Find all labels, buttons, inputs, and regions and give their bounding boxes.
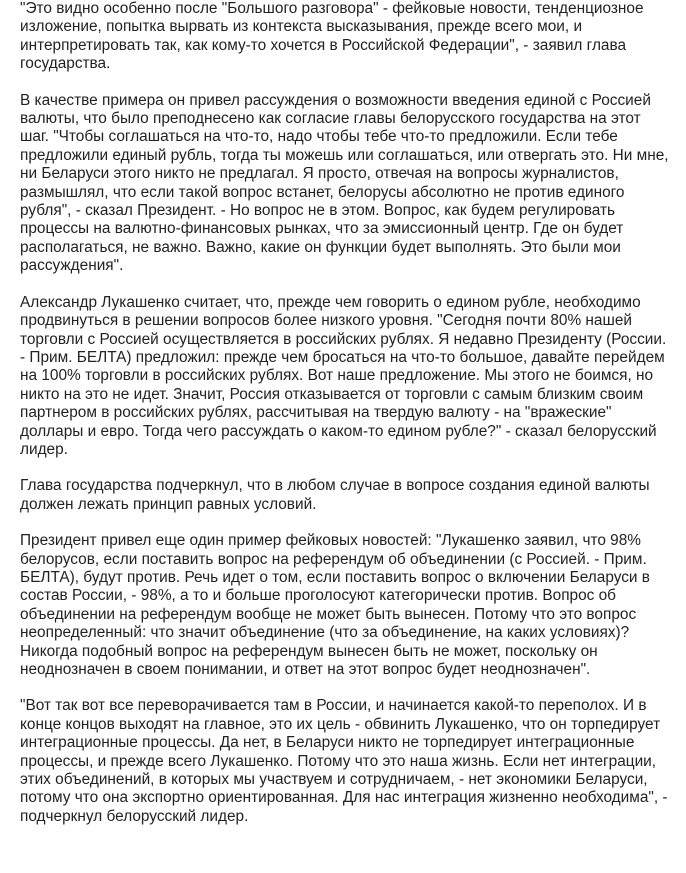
article-paragraph-5: Президент привел еще один пример фейковых новостей: "Лукашенко заявил, что 98% белорусов, если поставить вопрос на референдум об объединении (с Россией. - Прим. БЕЛТА), будут против. Речь идет о том, если поставить вопрос о включении Беларуси в состав России, - 98%, а то и больше проголосуют категорически против. Вопрос об объединении на референдум вообще не может быть вынесен. Потому что это вопрос неопределенный: что значит объединение (что за объединение, на каких условиях)? Никогда подобный вопрос на референдум вынесен быть не может, поскольку он неоднозначен в своем понимании, и ответ на этот вопрос будет неоднозначен". <box>20 532 650 678</box>
article-paragraph-4: Глава государства подчеркнул, что в любом случае в вопросе создания единой валюты должен лежать принцип равных условий. <box>20 477 650 513</box>
article-paragraph-1: "Это видно особенно после "Большого разговора" - фейковые новости, тенденциозное изложение, попытка вырвать из контекста высказывания, прежде всего мои, и интерпретировать так, как кому-то хочется в Российской Федерации", - заявил глава государства. <box>20 0 644 73</box>
article-paragraph-6: "Вот так вот все переворачивается там в России, и начинается какой-то переполох. И в конце концов выходят на главное, это их цель - обвинить Лукашенко, что он торпедирует интеграционные процессы. Да нет, в Беларуси никто не торпедирует интеграционные процессы, и прежде всего Лукашенко. Потому что это наша жизнь. Если нет интеграции, этих объединений, в которых мы участвуем и сотрудничаем, - нет экономики Беларуси, потому что она экспортно ориентированная. Для нас интеграция жизненно необходима", - подчеркнул белорусский лидер. <box>20 697 668 825</box>
article-paragraph-3: Александр Лукашенко считает, что, прежде чем говорить о едином рубле, необходимо продвинуться в решении вопросов более низкого уровня. "Сегодня почти 80% нашей торговли с Россией осуществляется в российских рублях. Я недавно Президенту (России. - Прим. БЕЛТА) предложил: прежде чем бросаться на что-то большое, давайте перейдем на 100% торговли в российских рублях. Вот наше предложение. Мы этого не боимся, но никто на это не идет. Значит, Россия отказывается от торговли с самым близким своим партнером в российских рублях, рассчитывая на твердую валюту - на "вражеские" доллары и евро. Тогда чего рассуждать о каком-то едином рубле?" - сказал белорусский лидер. <box>20 293 667 458</box>
article-paragraph-2: В качестве примера он привел рассуждения о возможности введения единой с Россией валюты, что было преподнесено как согласие главы белорусского государства на этот шаг. "Чтобы соглашаться на что-то, надо чтобы тебе что-то предложили. Если тебе предложили единый рубль, тогда ты можешь или соглашаться, или отвергать это. Ни мне, ни Беларуси этого никто не предлагал. Я просто, отвечая на вопросы журналистов, размышлял, что если такой вопрос встанет, белорусы абсолютно не против единого рубля", - сказал Президент. - Но вопрос не в этом. Вопрос, как будем регулировать процессы на валютно-финансовых рынках, что за эмиссионный центр. Где он будет располагаться, не важно. Важно, какие он функции будет выполнять. Это были мои рассуждения". <box>20 91 669 275</box>
